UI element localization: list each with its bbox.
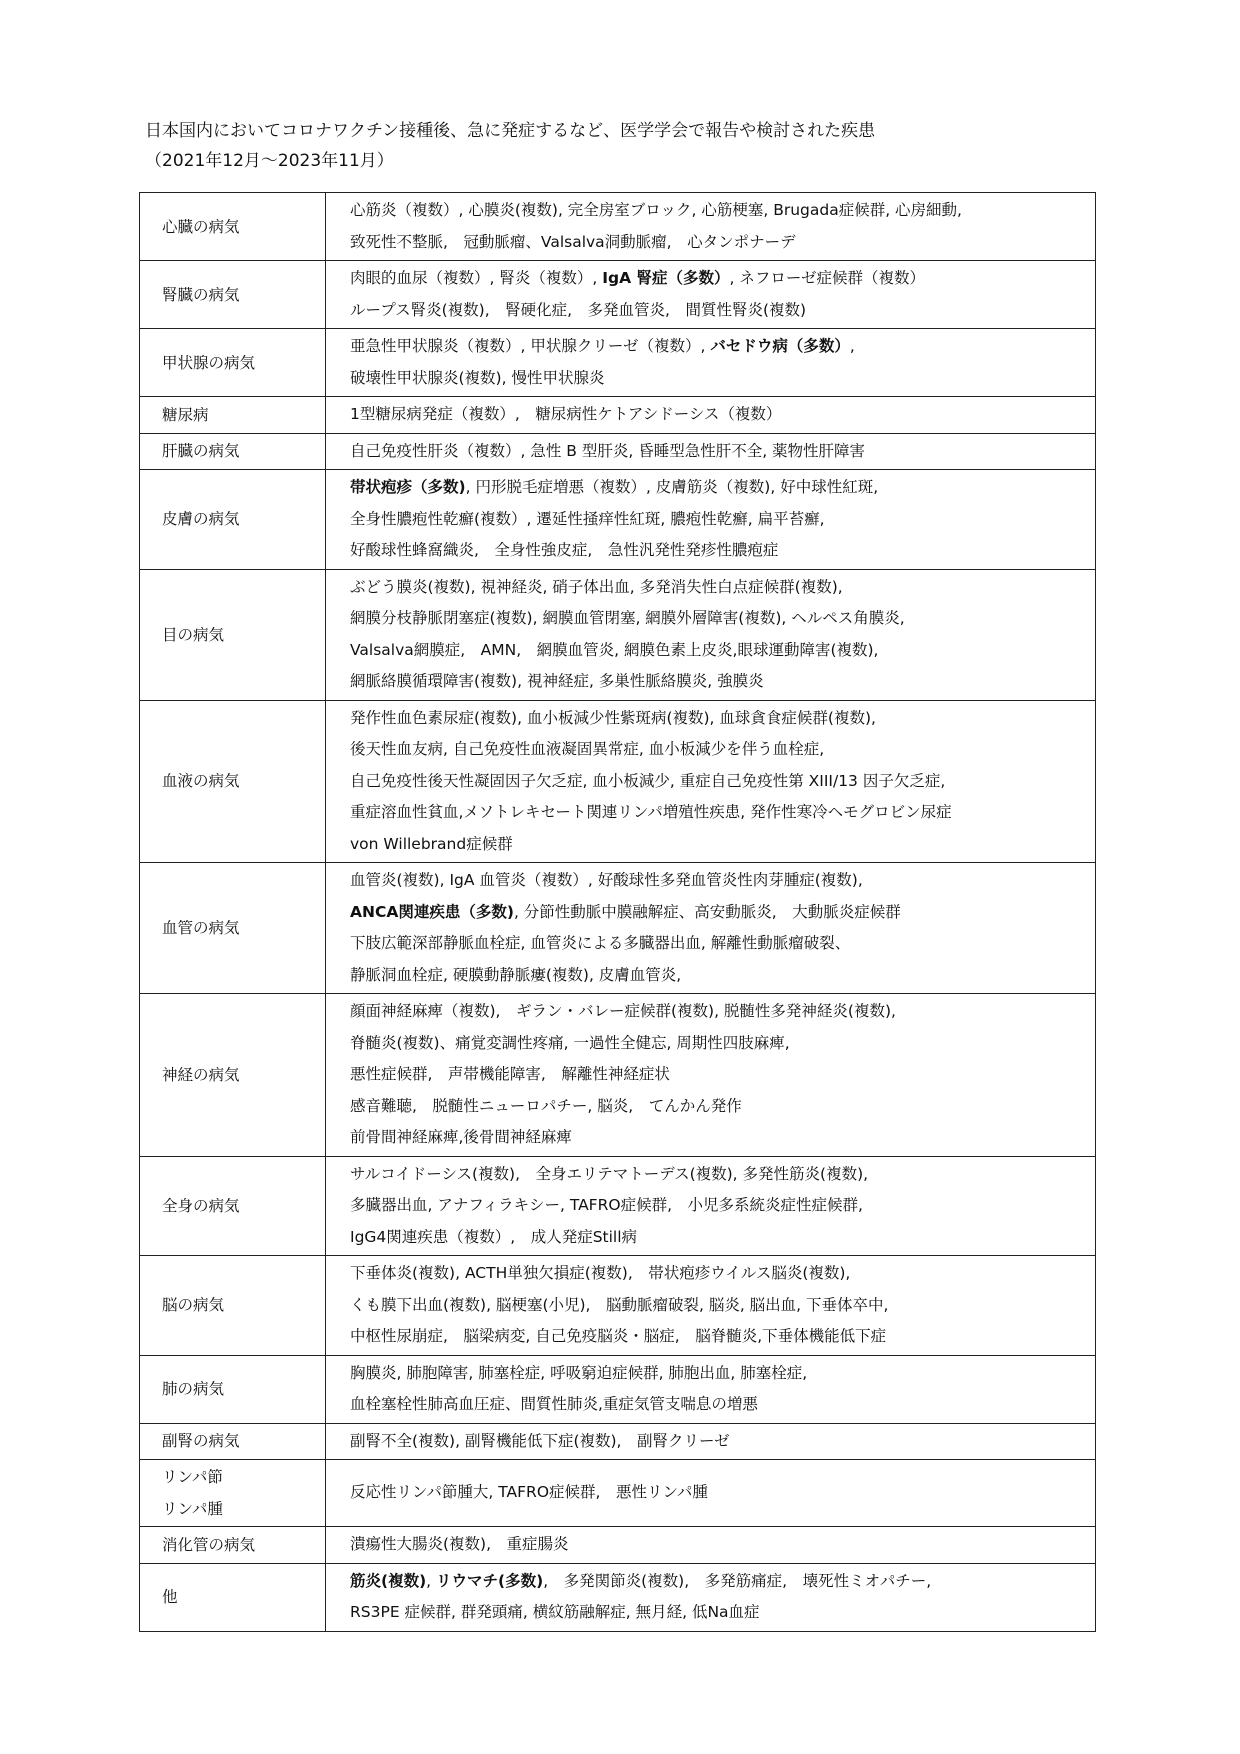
disease-list-cell [326,397,1096,434]
disease-line [350,1190,1085,1222]
disease-text: 前骨間神経麻痺,後骨間神経麻痺 [350,1128,572,1146]
disease-list-cell [326,1156,1096,1256]
category-label: 副腎の病気 [162,1432,240,1451]
disease-line [350,331,1085,363]
disease-line [350,363,1085,395]
category-label: 消化管の病気 [162,1535,256,1554]
disease-list-cell [326,329,1096,397]
disease-text: , [849,337,855,355]
disease-line [350,263,1085,295]
category-cell [140,1156,326,1256]
disease-line [350,734,1085,766]
disease-line [350,1258,1085,1290]
disease-line [350,1358,1085,1390]
category-label: 糖尿病 [162,405,209,424]
disease-line [350,1159,1085,1191]
category-cell [140,1355,326,1423]
disease-text: 悪性症候群, 声帯機能障害, 解離性神経症状 [350,1065,670,1083]
category-cell [140,1460,326,1527]
disease-text: , 分節性動脈中膜融解症、高安動脈炎, 大動脈炎症候群 [513,902,901,921]
disease-text: 後天性血友病, 自己免疫性血液凝固異常症, 血小板減少を伴う血栓症, [350,740,825,758]
category-cell [140,569,326,700]
category-label: 皮膚の病気 [162,510,240,529]
category-cell [140,1423,326,1460]
disease-line [350,1529,1085,1561]
category-cell [140,470,326,570]
disease-line [350,666,1085,698]
disease-line [350,829,1085,861]
disease-text: 中枢性尿崩症, 脳梁病変, 自己免疫脳炎・脳症, 脳脊髄炎,下垂体機能低下症 [350,1327,887,1345]
disease-text: 1型糖尿病発症（複数）, 糖尿病性ケトアシドーシス（複数） [350,405,782,423]
disease-text: 重症溶血性貧血,メソトレキセート関連リンパ増殖性疾患, 発作性寒冷ヘモグロビン尿症 [350,803,952,821]
disease-line [350,960,1085,992]
disease-text: 致死性不整脈, 冠動脈瘤、Valsalva洞動脈瘤, 心タンポナーデ [350,232,796,251]
category-cell [140,261,326,329]
disease-text: 潰瘍性大腸炎(複数), 重症腸炎 [350,1535,569,1553]
disease-line [350,1290,1085,1322]
disease-line [350,295,1085,327]
disease-line [350,1028,1085,1060]
disease-text: 自己免疫性肝炎（複数）, 急性 B 型肝炎, 昏睡型急性肝不全, 薬物性肝障害 [350,441,866,460]
disease-text: 自己免疫性後天性凝固因子欠乏症, 血小板減少, 重症自己免疫性第 XIII/13 因子欠乏症, [350,771,946,790]
disease-text: ぶどう膜炎(複数), 視神経炎, 硝子体出血, 多発消失性白点症候群(複数), [350,577,843,596]
table-row [140,1256,1096,1356]
category-label: リンパ腫 [162,1500,223,1518]
table-row [140,1355,1096,1423]
table-row [140,569,1096,700]
document-period: （2021年12月～2023年11月） [145,151,394,171]
disease-text: 心筋炎（複数）, 心膜炎(複数), 完全房室ブロック, 心筋梗塞, Brugada症候群, 心房細動, [350,201,962,219]
disease-list-cell [326,1460,1096,1527]
table-row [140,1460,1096,1527]
table-row [140,433,1096,470]
disease-line [350,1222,1085,1254]
category-cell [140,994,326,1157]
disease-line [350,504,1085,536]
disease-line [350,1477,1085,1509]
disease-text: , [426,1571,437,1590]
category-label: 他 [162,1588,178,1606]
disease-text: , ネフローゼ症候群（複数） [729,269,926,287]
category-cell [140,1563,326,1631]
disease-line [350,1389,1085,1421]
table-row [140,700,1096,863]
disease-text: 肉眼的血尿（複数）, 腎炎（複数）, [350,269,603,287]
category-cell [140,193,326,261]
category-cell [140,863,326,994]
category-label: 肝臓の病気 [162,442,240,461]
category-label: 血液の病気 [162,772,240,791]
disease-line [350,472,1085,504]
emphasized-disease: IgA 腎症（多数） [602,269,730,287]
document-title: 日本国内においてコロナワクチン接種後、急に発症するなど、医学学会で報告や検討された疾患 [145,121,876,141]
disease-text: 血管炎(複数), IgA 血管炎（複数）, 好酸球性多発血管炎性肉芽腫症(複数), [350,871,863,889]
disease-text: サルコイドーシス(複数), 全身エリテマトーデス(複数), 多発性筋炎(複数), [350,1164,869,1183]
disease-list-cell [326,1563,1096,1631]
category-label: 甲状腺の病気 [162,353,256,372]
table-row [140,1563,1096,1631]
disease-line [350,1597,1085,1629]
disease-text: 網脈絡膜循環障害(複数), 視神経症, 多巣性脈絡膜炎, 強膜炎 [350,672,764,690]
disease-line [350,1426,1085,1458]
table-row [140,863,1096,994]
disease-text: 下垂体炎(複数), ACTH単独欠損症(複数), 帯状疱疹ウイルス脳炎(複数), [350,1264,851,1282]
category-cell [140,433,326,470]
category-label: 全身の病気 [162,1196,240,1215]
category-cell [140,329,326,397]
disease-line [350,1566,1085,1598]
disease-text: 静脈洞血栓症, 硬膜動静脈瘻(複数), 皮膚血管炎, [350,965,682,984]
disease-line [350,865,1085,897]
disease-text: 発作性血色素尿症(複数), 血小板減少性紫斑病(複数), 血球貪食症候群(複数), [350,708,876,727]
category-label: 脳の病気 [162,1296,225,1315]
disease-text: 下肢広範深部静脈血栓症, 血管炎による多臓器出血, 解離性動脈瘤破裂、 [350,934,851,952]
category-cell [140,1256,326,1356]
disease-text: 亜急性甲状腺炎（複数）, 甲状腺クリーゼ（複数）, [350,337,711,355]
category-cell [140,397,326,434]
emphasized-disease: ANCA関連疾患（多数) [350,902,514,921]
category-label: 目の病気 [162,625,225,644]
disease-line [350,227,1085,259]
disease-list-cell [326,700,1096,863]
disease-line [350,703,1085,735]
disease-text: Valsalva網膜症, AMN, 網膜血管炎, 網膜色素上皮炎,眼球運動障害(複数), [350,640,879,659]
disease-line [350,1321,1085,1353]
disease-line [350,603,1085,635]
disease-text: 脊髄炎(複数)、痛覚変調性疼痛, 一過性全健忘, 周期性四肢麻痺, [350,1033,790,1052]
disease-list-cell [326,261,1096,329]
disease-text: 感音難聴, 脱髄性ニューロパチー, 脳炎, てんかん発作 [350,1096,742,1115]
category-label: 肺の病気 [162,1380,225,1398]
disease-line [350,1122,1085,1154]
category-label: 腎臓の病気 [162,285,240,304]
disease-line [350,928,1085,960]
table-row [140,193,1096,261]
disease-list-cell [326,569,1096,700]
disease-text: ループス腎炎(複数), 腎硬化症, 多発血管炎, 間質性腎炎(複数) [350,300,807,319]
disease-line [350,996,1085,1028]
emphasized-disease: 帯状疱疹（多数) [350,478,466,496]
disease-line [350,1059,1085,1091]
category-cell [140,700,326,863]
disease-line [350,1091,1085,1123]
disease-line [350,572,1085,604]
disease-line [350,766,1085,798]
disease-line [350,535,1085,567]
table-row [140,397,1096,434]
category-label: 神経の病気 [162,1065,240,1084]
table-row [140,470,1096,570]
disease-text: 血栓塞栓性肺高血圧症、間質性肺炎,重症気管支喘息の増悪 [350,1395,758,1413]
disease-text: 網膜分枝静脈閉塞症(複数), 網膜血管閉塞, 網膜外層障害(複数), ヘルペス角膜炎, [350,609,905,627]
disease-line [350,399,1085,431]
disease-text: , 円形脱毛症増悪（複数）, 皮膚筋炎（複数), 好中球性紅斑, [465,478,879,496]
disease-text: RS3PE 症候群, 群発頭痛, 横紋筋融解症, 無月経, 低Na血症 [350,1603,760,1621]
disease-list-cell [326,863,1096,994]
disease-text: 破壊性甲状腺炎(複数), 慢性甲状腺炎 [350,368,605,387]
disease-line [350,897,1085,929]
disease-text: von Willebrand症候群 [350,834,513,853]
disease-list-cell [326,433,1096,470]
category-label: 血管の病気 [162,919,240,937]
disease-line [350,195,1085,227]
disease-text: 顔面神経麻痺（複数), ギラン・バレー症候群(複数), 脱髄性多発神経炎(複数), [350,1002,896,1020]
category-label: リンパ節 [162,1468,223,1486]
category-label: 心臓の病気 [162,217,240,236]
disease-list-cell [326,470,1096,570]
table-row [140,329,1096,397]
disease-line [350,635,1085,667]
disease-list-cell [326,1355,1096,1423]
disease-line [350,436,1085,468]
disease-text: 全身性膿疱性乾癬(複数）, 遷延性掻痒性紅斑, 膿疱性乾癬, 扁平苔癬, [350,509,825,528]
disease-list-cell [326,1256,1096,1356]
table-row [140,994,1096,1157]
category-cell [140,1527,326,1564]
disease-text: 好酸球性蜂窩織炎, 全身性強皮症, 急性汎発性発疹性膿疱症 [350,541,779,559]
disease-text: IgG4関連疾患（複数）, 成人発症Still病 [350,1227,638,1246]
disease-line [350,797,1085,829]
table-row [140,1156,1096,1256]
disease-text: 多臓器出血, アナフィラキシー, TAFRO症候群, 小児多系統炎症性症候群, [350,1196,863,1214]
table-row [140,1527,1096,1564]
emphasized-disease: 筋炎(複数) [350,1571,427,1590]
emphasized-disease: リウマチ(多数) [436,1571,544,1590]
emphasized-disease: バセドウ病（多数） [710,337,850,355]
disease-list-cell [326,994,1096,1157]
disease-text: 副腎不全(複数), 副腎機能低下症(複数), 副腎クリーゼ [350,1431,730,1450]
disease-list-cell [326,193,1096,261]
disease-list-cell [326,1423,1096,1460]
disease-table [139,192,1096,1632]
disease-text: , 多発関節炎(複数), 多発筋痛症, 壊死性ミオパチー, [543,1571,932,1590]
table-row [140,261,1096,329]
disease-list-cell [326,1527,1096,1564]
table-row [140,1423,1096,1460]
disease-text: 胸膜炎, 肺胞障害, 肺塞栓症, 呼吸窮迫症候群, 肺胞出血, 肺塞栓症, [350,1363,808,1382]
disease-text: 反応性リンパ節腫大, TAFRO症候群, 悪性リンパ腫 [350,1483,708,1502]
disease-text: くも膜下出血(複数), 脳梗塞(小児), 脳動脈瘤破裂, 脳炎, 脳出血, 下垂体卒中, [350,1295,889,1314]
